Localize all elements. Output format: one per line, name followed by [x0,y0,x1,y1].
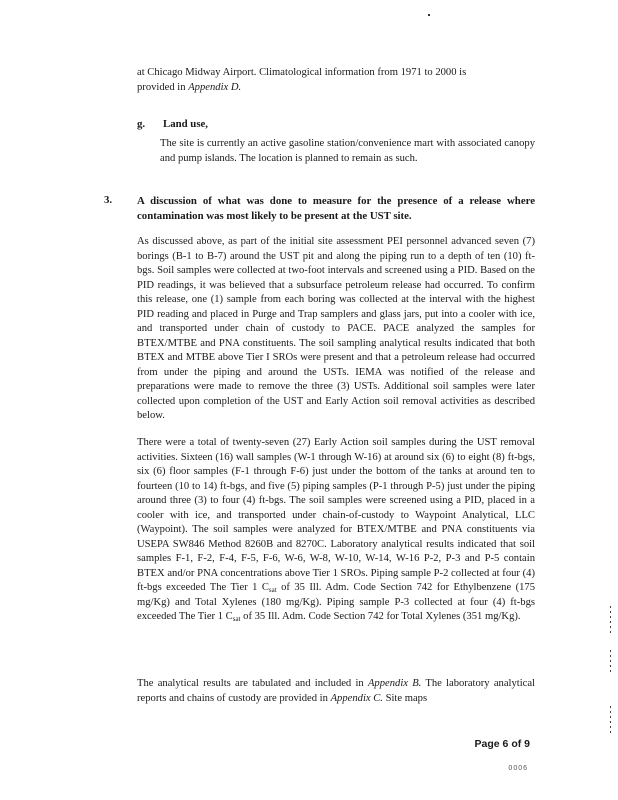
section-g-title: Land use, [163,118,209,130]
scan-edge-mark [610,606,611,634]
paragraph-2-text-c: of 35 Ill. Adm. Code Section 742 for Total Xylenes (351 mg/Kg). [240,611,521,622]
appendix-b-ref: Appendix B. [367,678,422,689]
section-3-number: 3. [104,194,113,206]
section-g-body [160,137,535,166]
appendix-c-ref: Appendix C. [330,692,383,704]
section-3-paragraph-2 [137,436,535,625]
appendix-d-ref: Appendix D. [188,81,242,93]
csat-subscript-2: sat [232,615,241,623]
section-3-paragraph-1 [137,235,535,424]
section-g-text: The site is currently an active gasoline station/convenience mart with associated canopy and pump islands. The location is planned to remain as such. [160,138,535,164]
paragraph-3-text-b: The laboratory analytical reports and chains of custody are provided in [137,678,535,704]
intro-line-2: provided in [137,81,189,93]
paragraph-2-text-a: There were a total of twenty-seven (27) Early Action soil samples during the UST removal activities. Sixteen (16) wall samples (W-1 through W-16) at around six (6) to eight (8) ft-bgs, six (6) floor samples (F-1 through F-6) just under the bottom of the tanks at around ten to fourteen (10 to 14) ft-bgs, and five (5) piping samples (P-1 through P-5) just under the piping around three (3) to four (4) ft-bgs. The soil samples were screened using a PID, placed in a cooler with ice, and transported under chain-of-custody to Waypoint Analytical, LLC (Waypoint). The soil samples were analyzed for BTEX/MTBE and PNA constituents via USEPA SW846 Method 8260B and 8270C. Laboratory analytical results indicated that soil samples F-1, F-2, F-4, F-5, F-6, W-6, W-8, W-10, W-14, W-16 P-2, P-3 and P-5 contain BTEX and/or PNA concentrations above Tier 1 SROs. Piping sample P-2 collected at four (4) ft-bgs exceeded The Tier 1 C [137,437,535,593]
paragraph-3-text-a: The analytical results are tabulated and included in [137,678,368,689]
scan-edge-mark [610,706,611,736]
bates-stamp: 0006 [508,765,528,772]
scan-edge-mark [610,650,611,672]
paragraph-3-text-c: Site maps [382,692,428,704]
section-3-paragraph-3 [137,677,535,706]
section-g-label: g. [137,118,146,130]
page-number: Page 6 of 9 [474,738,530,750]
csat-subscript-1: sat [268,586,277,594]
paragraph-1-text: As discussed above, as part of the initial site assessment PEI personnel advanced seven (7) borings (B-1 to B-7) around the UST pit and along the piping run to a depth of ten (10) ft-bgs. Soil samples were collected at two-foot intervals and screened using a PID. Based on the PID readings, it was believed that a subsurface petroleum release had occurred. To confirm this release, one (1) sample from each boring was collected at the interval with the highest PID reading and placed in Purge and Trap samplers and glass jars, put into a cooler with ice, and transported under chain of custody to PACE. PACE analyzed the samples for BTEX/MTBE and PNA constituents. The soil sampling analytical results indicated that both BTEX and MTBE above Tier I SROs were present and that a petroleum release had occurred from under the piping and around the USTs. IEMA was notified of the release and preparations were made to remove the three (3) USTs. Additional soil samples were later collected upon completion of the UST and Early Action soil removal activities as described below. [137,236,535,421]
intro-continuation [137,66,535,95]
speck-mark [428,14,430,16]
paragraph-2-text-b: of 35 Ill. Adm. Code Section 742 for Ethylbenzene (175 mg/Kg) and Total Xylenes (180 mg/Kg). Piping sample P-3 collected at four (4) ft-bgs exceeded The Tier 1 C [137,582,535,622]
intro-line-1: at Chicago Midway Airport. Climatological information from 1971 to 2000 is [137,67,467,78]
section-3-heading: A discussion of what was done to measure for the presence of a release where contamination was most likely to be present at the UST site. [137,195,535,222]
